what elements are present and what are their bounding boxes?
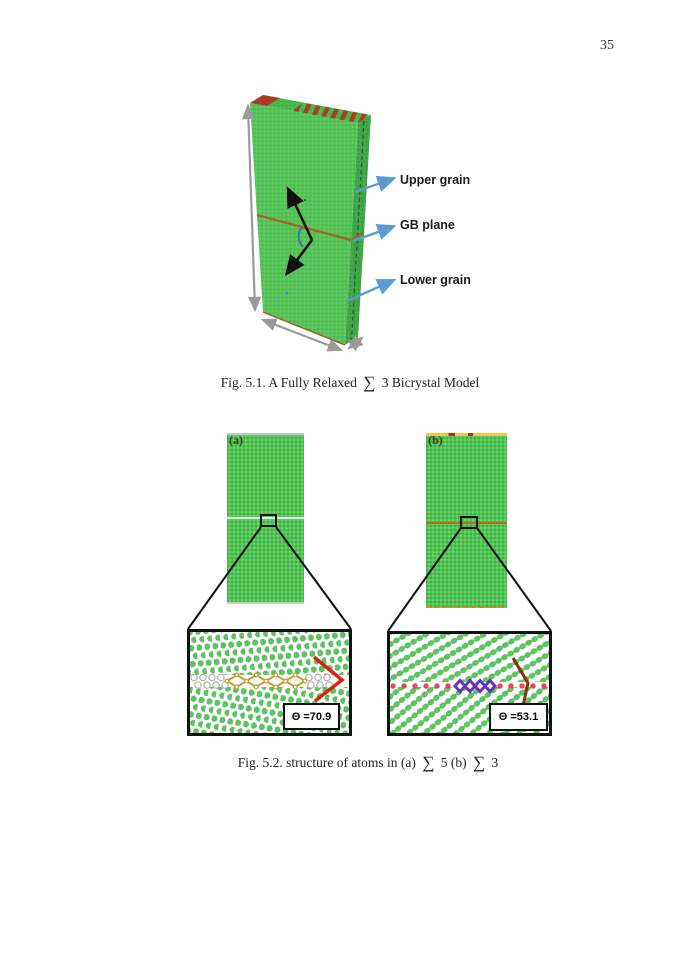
upper-grain-label: Upper grain	[400, 173, 471, 187]
caption2-p2: 3	[491, 755, 499, 770]
sigma-symbol: ∑	[472, 753, 486, 772]
dark-speck	[304, 199, 306, 201]
gb-plane-label: GB plane	[400, 218, 455, 232]
panel-a-bottom-strip	[227, 602, 304, 604]
inset-a-atom-structure	[187, 629, 352, 736]
panel-a-label: (a)	[229, 433, 243, 447]
blue-speck	[286, 292, 289, 295]
panel-b-label: (b)	[428, 433, 443, 447]
inset-b-atom-structure	[387, 631, 552, 736]
panel-a-zoom-rect	[260, 514, 277, 527]
panel-b-crystal	[426, 433, 507, 608]
bicrystal-3d-model	[225, 88, 525, 358]
theta-value-b: Θ =53.1	[489, 703, 548, 731]
inset-b-upper-lattice	[390, 634, 549, 682]
caption1-pre: Fig. 5.1. A Fully Relaxed	[220, 375, 357, 390]
lower-grain-label: Lower grain	[400, 273, 471, 287]
sigma-symbol: ∑	[363, 373, 376, 392]
panel-b-zoom-rect	[460, 516, 478, 529]
inset-a-upper-lattice	[190, 632, 349, 675]
page-number: 35	[600, 38, 614, 53]
figure-5-1-caption	[0, 372, 700, 392]
figure-5-2-caption	[36, 752, 700, 772]
caption2-p1: 5 (b)	[440, 755, 467, 770]
caption1-post: 3 Bicrystal Model	[381, 375, 480, 390]
theta-value-a: Θ =70.9	[283, 703, 340, 730]
caption2-p0: Fig. 5.2. structure of atoms in (a)	[237, 755, 416, 770]
panel-b-bottom-strip	[426, 606, 507, 608]
sigma-symbol: ∑	[422, 753, 435, 772]
panel-a-crystal	[227, 433, 304, 604]
